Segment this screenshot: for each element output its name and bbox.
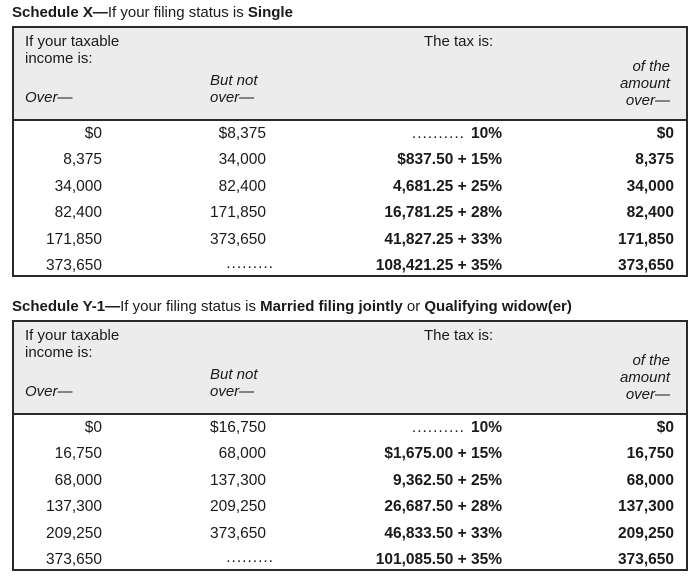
cell-over: 373,650	[45, 550, 102, 568]
cell-but-not-over: $8,375	[218, 125, 266, 142]
cell-amount-over: 171,850	[617, 230, 674, 248]
cell-tax: 101,085.50 + 35%	[375, 550, 502, 568]
schedule-y1-status: Married filing jointly	[260, 298, 403, 315]
cell-amount-over: 68,000	[626, 471, 674, 489]
cell-over: $0	[84, 419, 102, 436]
table-row	[14, 547, 686, 573]
schedule-y1-or: or	[402, 298, 425, 315]
cell-tax: 26,687.50 + 28%	[384, 498, 502, 516]
cell-tax: $837.50 + 15%	[397, 151, 502, 169]
cell-amount-over: 82,400	[626, 204, 674, 222]
header-tax-is: The tax is:	[424, 33, 494, 50]
cell-over: 137,300	[45, 498, 102, 516]
cell-tax: $1,675.00 + 15%	[384, 445, 502, 463]
table-row	[14, 227, 686, 253]
schedule-y1-table-header	[14, 322, 686, 415]
schedule-x-table-header	[14, 28, 686, 121]
table-row	[14, 415, 686, 441]
cell-amount-over: 8,375	[635, 151, 674, 169]
cell-amount-over: $0	[656, 125, 674, 142]
cell-tax: 41,827.25 + 33%	[384, 230, 502, 248]
cell-tax: 9,362.50 + 25%	[392, 471, 502, 489]
cell-amount-over: 373,650	[617, 550, 674, 568]
cell-but-not-over: 373,650	[209, 230, 266, 248]
schedule-y1-table	[12, 320, 688, 571]
table-row	[14, 468, 686, 494]
schedule-x-label: Schedule X—	[12, 4, 108, 21]
cell-amount-over: 137,300	[617, 498, 674, 516]
header-over: Over—	[25, 89, 73, 106]
cell-tax: 4,681.25 + 25%	[392, 177, 502, 195]
cell-tax: 46,833.50 + 33%	[384, 524, 502, 542]
table-row	[14, 441, 686, 467]
cell-but-not-over: 209,250	[209, 498, 266, 516]
cell-tax: 16,781.25 + 28%	[384, 204, 502, 222]
cell-but-not-over: .........	[226, 548, 274, 566]
table-row	[14, 174, 686, 200]
cell-tax: 108,421.25 + 35%	[375, 256, 502, 274]
schedule-y1-label: Schedule Y-1—	[12, 298, 121, 315]
schedule-x-heading-text: If your filing status is	[107, 4, 248, 21]
cell-but-not-over: 137,300	[209, 471, 266, 489]
header-tax-is: The tax is:	[424, 327, 494, 344]
cell-but-not-over: 34,000	[218, 151, 266, 169]
schedule-x-heading	[12, 4, 293, 22]
table-row	[14, 253, 686, 279]
table-row	[14, 494, 686, 520]
header-of-amount-over: of the amount over—	[619, 58, 670, 109]
cell-amount-over: $0	[656, 419, 674, 436]
header-of-amount-over: of the amount over—	[619, 352, 670, 403]
header-over: Over—	[25, 383, 73, 400]
cell-tax	[412, 125, 502, 143]
leader-dots: ..........	[411, 125, 465, 142]
cell-but-not-over: .........	[226, 254, 274, 272]
cell-over: 209,250	[45, 524, 102, 542]
cell-over: 373,650	[45, 256, 102, 274]
cell-over: 34,000	[54, 177, 102, 195]
schedule-y1-heading-text: If your filing status is	[120, 298, 261, 315]
cell-amount-over: 373,650	[617, 256, 674, 274]
cell-over: $0	[84, 125, 102, 142]
cell-over: 68,000	[54, 471, 102, 489]
cell-but-not-over: 68,000	[218, 445, 266, 463]
cell-over: 16,750	[54, 445, 102, 463]
table-row	[14, 521, 686, 547]
table-row	[14, 200, 686, 226]
schedule-y1-rows	[14, 415, 686, 573]
schedule-x-rows	[14, 121, 686, 279]
schedule-x-status: Single	[247, 4, 293, 21]
cell-but-not-over: 82,400	[218, 177, 266, 195]
cell-over: 171,850	[45, 230, 102, 248]
cell-over: 82,400	[54, 204, 102, 222]
schedule-x-table	[12, 26, 688, 277]
cell-amount-over: 209,250	[617, 524, 674, 542]
cell-tax	[412, 419, 502, 437]
header-taxable-income: If your taxable income is:	[25, 327, 120, 361]
schedule-y1-status2: Qualifying widow(er)	[424, 298, 572, 315]
cell-but-not-over: $16,750	[209, 419, 266, 436]
table-row	[14, 121, 686, 147]
cell-tax-value: 10%	[470, 419, 502, 436]
header-but-not-over: But not over—	[210, 72, 258, 106]
cell-but-not-over: 373,650	[209, 524, 266, 542]
cell-tax-value: 10%	[470, 125, 502, 142]
header-but-not-over: But not over—	[210, 366, 258, 400]
leader-dots: ..........	[411, 419, 465, 436]
cell-amount-over: 16,750	[626, 445, 674, 463]
cell-amount-over: 34,000	[626, 177, 674, 195]
header-taxable-income: If your taxable income is:	[25, 33, 120, 67]
schedule-y1-heading	[12, 298, 572, 316]
cell-but-not-over: 171,850	[209, 204, 266, 222]
table-row	[14, 147, 686, 173]
cell-over: 8,375	[63, 151, 102, 169]
